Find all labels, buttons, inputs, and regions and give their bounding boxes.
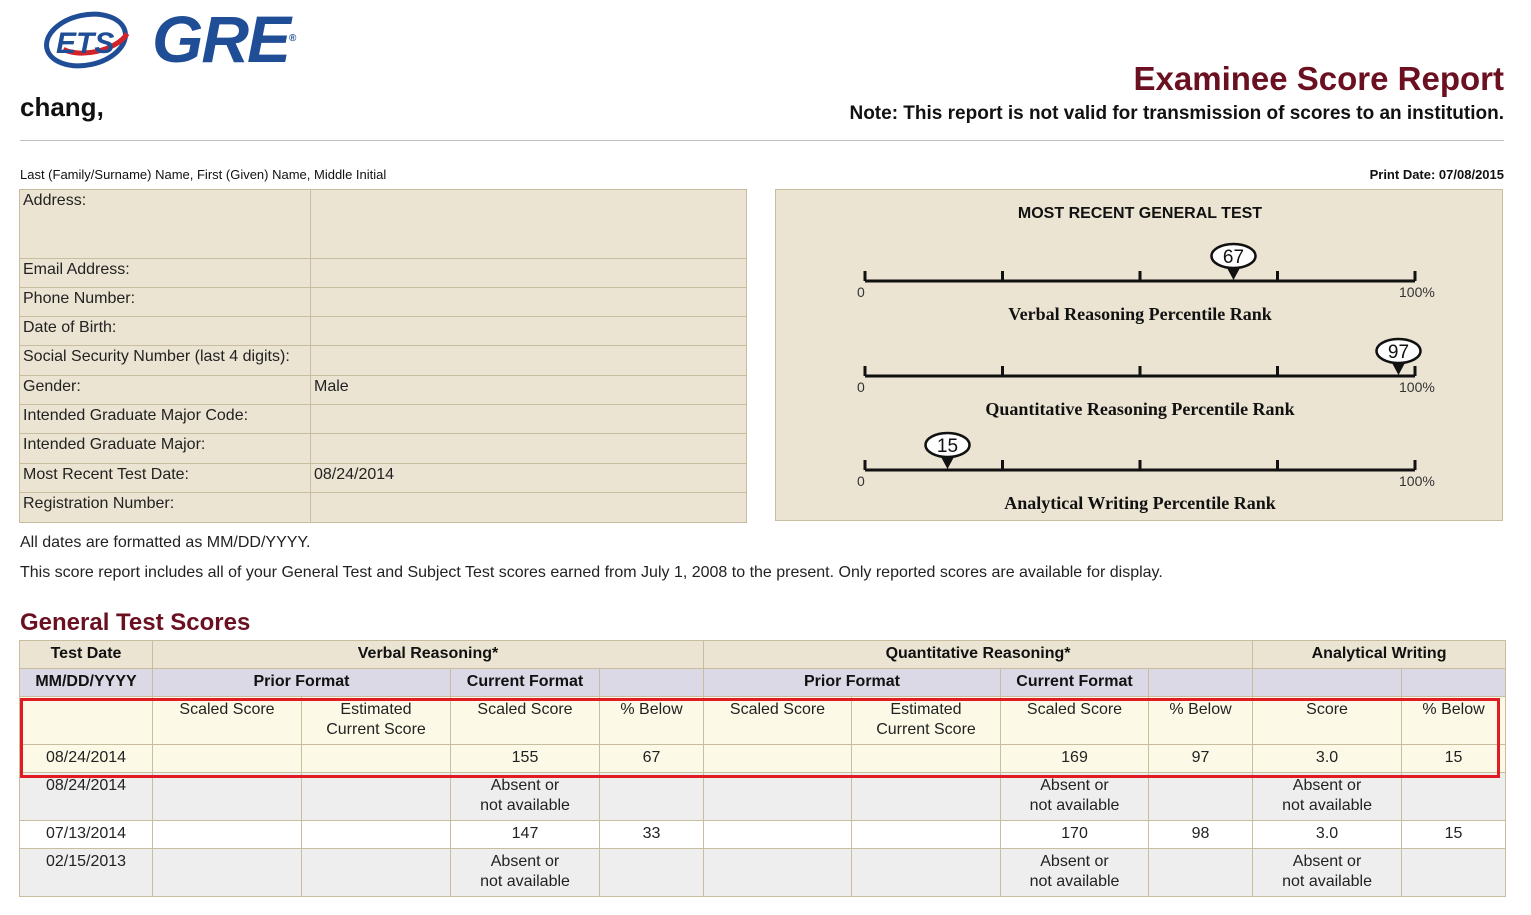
empty-header-cell — [1149, 669, 1253, 697]
w-pct-below-cell: 15 — [1402, 821, 1506, 849]
estimated-line2: Current Score — [876, 721, 976, 738]
w-score-cell — [1253, 821, 1402, 849]
percentile-panel-title: MOST RECENT GENERAL TEST — [1017, 205, 1263, 222]
v-prior-est-cell — [302, 849, 451, 897]
info-row — [20, 259, 747, 288]
v-current-scaled-cell — [451, 821, 600, 849]
gre-logo-text: GRE — [152, 2, 290, 76]
percentile-scale — [857, 339, 1435, 419]
w-pct-below-cell — [1402, 773, 1506, 821]
v-prior-scaled-cell — [153, 821, 302, 849]
date-cell: 07/13/2014 — [20, 821, 153, 849]
q-prior-scaled-cell — [704, 821, 852, 849]
info-row — [20, 434, 747, 464]
v-current-scaled-line: not available — [480, 873, 570, 890]
highlight-box — [20, 698, 1500, 778]
percentile-value: 97 — [1387, 342, 1410, 363]
w-score-line: not available — [1282, 797, 1372, 814]
q-current-scaled-line: Absent or — [1040, 853, 1109, 870]
info-label: Most Recent Test Date: — [20, 464, 311, 493]
table-row — [20, 849, 1506, 897]
info-label: Address: — [20, 190, 311, 259]
percentile-scale — [857, 244, 1435, 324]
info-value — [311, 190, 747, 259]
percentile-scale — [857, 433, 1435, 513]
percentile-rank-label: Verbal Reasoning Percentile Rank — [1008, 304, 1272, 324]
q-pct-below-cell — [1149, 849, 1253, 897]
v-current-scaled-line: Absent or — [490, 853, 560, 870]
info-row — [20, 405, 747, 434]
scale-max-label: 100% — [1399, 473, 1435, 489]
v-pct-below-cell — [600, 849, 704, 897]
info-label: Intended Graduate Major Code: — [20, 405, 311, 434]
ets-logo — [42, 8, 134, 70]
empty-header-cell — [1253, 669, 1402, 697]
v-current-scaled-cell — [451, 849, 600, 897]
info-value — [311, 434, 747, 464]
scale-max-label: 100% — [1399, 284, 1435, 300]
quant-header: Quantitative Reasoning* — [704, 641, 1253, 669]
examinee-name: chang, — [20, 92, 104, 122]
report-title: Examinee Score Report — [1133, 60, 1504, 97]
percentile-rank-label: Analytical Writing Percentile Rank — [1004, 493, 1276, 513]
info-label: Email Address: — [20, 259, 311, 288]
scale-min-label: 0 — [857, 473, 865, 489]
scale-max-label: 100% — [1399, 379, 1435, 395]
info-label: Social Security Number (last 4 digits): — [20, 346, 311, 376]
q-current-scaled-line: not available — [1029, 797, 1120, 814]
w-score-cell — [1253, 849, 1402, 897]
v-prior-scaled-subheader: Scaled Score — [153, 697, 302, 745]
name-caption: Last (Family/Surname) Name, First (Given) Name, Middle Initial — [20, 167, 387, 182]
header-row-1 — [20, 641, 1506, 669]
q-current-scaled-line: not available — [1029, 873, 1120, 890]
q-current-scaled-cell — [1001, 849, 1149, 897]
examinee-info-table — [19, 189, 747, 523]
info-label: Date of Birth: — [20, 317, 311, 346]
info-label: Intended Graduate Major: — [20, 434, 311, 464]
verbal-current-format-header: Current Format — [451, 669, 600, 697]
q-prior-scaled-subheader: Scaled Score — [704, 697, 852, 745]
info-row — [20, 317, 747, 346]
info-row — [20, 376, 747, 405]
w-score-line: 3.0 — [1315, 749, 1339, 766]
v-prior-est-cell — [302, 773, 451, 821]
test-date-header: Test Date — [20, 641, 153, 669]
w-score-subheader: Score — [1253, 697, 1402, 745]
q-current-scaled-line: Absent or — [1040, 777, 1109, 794]
q-pct-below-cell: 97 — [1149, 745, 1253, 773]
w-pct-below-subheader: % Below — [1402, 697, 1506, 745]
table-row — [20, 773, 1506, 821]
w-pct-below-cell: 15 — [1402, 745, 1506, 773]
v-prior-scaled-cell — [153, 849, 302, 897]
date-cell: 08/24/2014 — [20, 773, 153, 821]
percentile-rank-label: Quantitative Reasoning Percentile Rank — [985, 399, 1295, 419]
verbal-prior-format-header: Prior Format — [153, 669, 451, 697]
w-score-line: 3.0 — [1315, 825, 1339, 842]
v-current-scaled-line: Absent or — [490, 777, 560, 794]
date-cell: 08/24/2014 — [20, 745, 153, 773]
info-label: Gender: — [20, 376, 311, 405]
estimated-line1: Estimated — [890, 701, 962, 718]
info-value — [311, 405, 747, 434]
info-value: 08/24/2014 — [311, 464, 747, 493]
percentile-marker-icon — [926, 433, 970, 469]
v-current-scaled-cell — [451, 773, 600, 821]
info-row — [20, 493, 747, 523]
ets-logo-text: ETS — [56, 27, 115, 60]
info-value — [311, 346, 747, 376]
info-label: Registration Number: — [20, 493, 311, 523]
v-prior-est-cell — [302, 821, 451, 849]
v-pct-below-cell: 33 — [600, 821, 704, 849]
q-prior-scaled-cell — [704, 849, 852, 897]
info-value — [311, 259, 747, 288]
q-current-scaled-line: 170 — [1061, 825, 1088, 842]
gre-logo — [152, 4, 294, 74]
q-current-scaled-cell — [1001, 821, 1149, 849]
percentile-scales — [775, 189, 1505, 522]
v-prior-scaled-cell — [153, 773, 302, 821]
v-current-scaled-line: 155 — [511, 749, 539, 766]
q-prior-est-cell — [852, 773, 1001, 821]
table-row — [20, 821, 1506, 849]
estimated-line1: Estimated — [340, 701, 412, 718]
v-pct-below-cell — [600, 773, 704, 821]
q-pct-below-subheader: % Below — [1149, 697, 1253, 745]
writing-header: Analytical Writing — [1253, 641, 1506, 669]
verbal-header: Verbal Reasoning* — [153, 641, 704, 669]
general-test-scores-title: General Test Scores — [20, 609, 251, 636]
v-pct-below-subheader: % Below — [600, 697, 704, 745]
empty-header-cell — [600, 669, 704, 697]
estimated-line2: Current Score — [326, 721, 426, 738]
scale-min-label: 0 — [857, 379, 865, 395]
date-cell: 02/15/2013 — [20, 849, 153, 897]
scale-min-label: 0 — [857, 284, 865, 300]
q-prior-est-cell — [852, 849, 1001, 897]
info-value — [311, 493, 747, 523]
q-current-scaled-subheader: Scaled Score — [1001, 697, 1149, 745]
info-row — [20, 190, 747, 259]
w-score-line: Absent or — [1292, 853, 1362, 870]
info-row — [20, 288, 747, 317]
percentile-value: 67 — [1222, 247, 1245, 268]
q-current-scaled-line: 169 — [1061, 749, 1088, 766]
info-value: Male — [311, 376, 747, 405]
info-row — [20, 464, 747, 493]
quant-prior-format-header: Prior Format — [704, 669, 1001, 697]
info-value — [311, 288, 747, 317]
q-prior-est-cell — [852, 821, 1001, 849]
empty-header-cell — [1402, 669, 1506, 697]
percentile-marker-icon — [1212, 244, 1256, 280]
v-current-scaled-line: 147 — [511, 825, 539, 842]
includes-note: This score report includes all of your General Test and Subject Test scores earned from July 1, 2008 to the present. Only reported scores are available for display. — [20, 564, 1163, 581]
percentile-value: 15 — [936, 436, 959, 457]
q-pct-below-cell: 98 — [1149, 821, 1253, 849]
v-pct-below-cell: 67 — [600, 745, 704, 773]
w-score-cell — [1253, 773, 1402, 821]
w-pct-below-cell — [1402, 849, 1506, 897]
w-score-line: Absent or — [1292, 777, 1362, 794]
report-note: Note: This report is not valid for transmission of scores to an institution. — [849, 103, 1504, 124]
registered-mark: ® — [289, 33, 295, 44]
header-divider — [20, 140, 1504, 141]
info-row — [20, 346, 747, 376]
date-format-header: MM/DD/YYYY — [20, 669, 153, 697]
w-score-line: not available — [1282, 873, 1372, 890]
q-prior-scaled-cell — [704, 773, 852, 821]
print-date: Print Date: 07/08/2015 — [1369, 167, 1504, 182]
v-current-scaled-line: not available — [480, 797, 570, 814]
info-label: Phone Number: — [20, 288, 311, 317]
header-row-2 — [20, 669, 1506, 697]
info-value — [311, 317, 747, 346]
q-current-scaled-cell — [1001, 773, 1149, 821]
q-pct-below-cell — [1149, 773, 1253, 821]
dates-note: All dates are formatted as MM/DD/YYYY. — [20, 534, 311, 551]
quant-current-format-header: Current Format — [1001, 669, 1149, 697]
v-current-scaled-subheader: Scaled Score — [451, 697, 600, 745]
